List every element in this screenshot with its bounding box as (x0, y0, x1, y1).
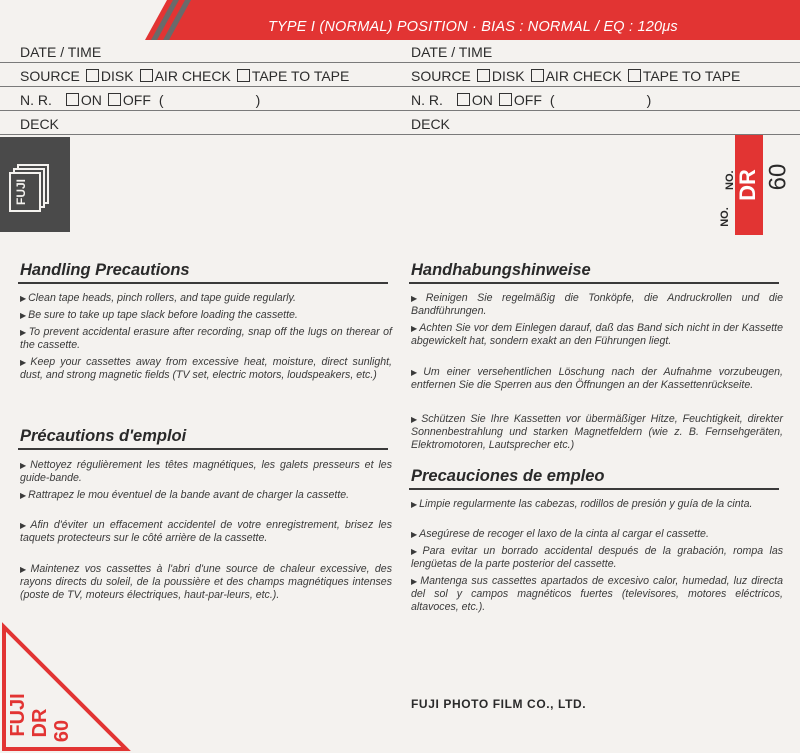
form-line (0, 110, 800, 111)
paren-open: ( (549, 92, 555, 108)
air-check-checkbox[interactable] (531, 69, 544, 82)
nr-on-checkbox[interactable] (66, 93, 79, 106)
list-item: ▶ Schützen Sie Ihre Kassetten vor übermäßiger Hitze, Feuchtigkeit, direkter Sonnenbestrahlung und starken Magnetfeldern (wie z. B. Fernsehgeräten, Elektromotoren, Lautsprecher etc.) (411, 413, 783, 452)
paren-open: ( (158, 92, 164, 108)
nr-label: N. R. (411, 92, 443, 108)
source-label: SOURCE (20, 68, 80, 84)
section-rule (409, 282, 779, 284)
corner-length: 60 (51, 719, 73, 743)
disk-label: DISK (491, 68, 525, 84)
tape-to-tape-label: TAPE TO TAPE (642, 68, 741, 84)
form-line (0, 62, 800, 63)
logo-text: FUJI (14, 178, 28, 206)
nr-on-checkbox[interactable] (457, 93, 470, 106)
paren-close: ) (646, 92, 652, 108)
list-item: ▶ Limpie regularmente las cabezas, rodillos de presión y guía de la cinta. (411, 498, 753, 510)
tag-no-label: NO. (724, 170, 736, 190)
air-check-label: AIR CHECK (154, 68, 231, 84)
corner-triangle-mark (0, 623, 130, 753)
nr-row (20, 92, 260, 108)
tape-to-tape-checkbox[interactable] (237, 69, 250, 82)
form-line (0, 134, 800, 135)
nr-off-checkbox[interactable] (108, 93, 121, 106)
french-title: Précautions d'emploi (20, 427, 187, 445)
tag-model: DR (734, 169, 760, 201)
handling-title: Handling Precautions (20, 261, 190, 279)
nr-label: N. R. (20, 92, 52, 108)
air-check-label: AIR CHECK (545, 68, 622, 84)
list-item: ▶ Para evitar un borrado accidental después de la grabación, rompa las lengüetas de la parte posterior del cassette. (411, 545, 784, 571)
list-item: ▶ To prevent accidental erasure after recording, snap off the lugs on therear of the cassette. (20, 326, 393, 352)
air-check-checkbox[interactable] (140, 69, 153, 82)
paren-close: ) (255, 92, 261, 108)
date-time-label-right: DATE / TIME (411, 44, 493, 60)
nr-on-label: ON (471, 92, 493, 108)
corner-brand: FUJI (7, 693, 29, 737)
form-line (0, 86, 800, 87)
source-row-right (411, 68, 740, 84)
disk-checkbox[interactable] (86, 69, 99, 82)
list-item: ▶ Asegúrese de recoger el laxo de la cinta al cargar el cassette. (411, 528, 709, 540)
list-item: ▶ Clean tape heads, pinch rollers, and tape guide regularly. (20, 292, 296, 304)
deck-label-right: DECK (411, 116, 450, 132)
nr-row-right (411, 92, 651, 108)
spanish-title: Precauciones de empleo (411, 467, 605, 485)
disk-label: DISK (100, 68, 134, 84)
list-item: ▶ Keep your cassettes away from excessive heat, moisture, direct sunlight, dust, and strong magnetic fields (TV set, electric motors, loudspeakers, etc.) (20, 356, 392, 382)
list-item: ▶ Achten Sie vor dem Einlegen darauf, daß das Band sich nicht in der Kassette abgewickelt hat, sondern exakt an den Führungen liegt. (411, 322, 783, 348)
tape-to-tape-label: TAPE TO TAPE (251, 68, 350, 84)
tape-to-tape-checkbox[interactable] (628, 69, 641, 82)
company-name: FUJI PHOTO FILM CO., LTD. (411, 697, 587, 711)
section-rule (18, 448, 388, 450)
nr-off-label: OFF (122, 92, 151, 108)
list-item: ▶ Um einer versehentlichen Löschung nach der Aufnahme vorzubeugen, entfernen Sie die Sperren aus den Öffnungen an der Kassettenrückseite. (411, 366, 784, 392)
list-item: ▶ Mantenga sus cassettes apartados de excesivo calor, humedad, luz directa del sol y campos magnéticos fuertes (televisores, motores eléctricos, altavoces, etc.). (411, 575, 783, 614)
german-title: Handhabungshinweise (411, 261, 591, 279)
tag-length: 60 (764, 163, 792, 191)
section-rule (409, 488, 779, 490)
source-row (20, 68, 349, 84)
deck-label: DECK (20, 116, 59, 132)
list-item: ▶ Rattrapez le mou éventuel de la bande avant de charger la cassette. (20, 489, 350, 501)
banner-text: TYPE I (NORMAL) POSITION · BIAS : NORMAL / EQ : 120μs (268, 19, 678, 35)
nr-off-checkbox[interactable] (499, 93, 512, 106)
nr-on-label: ON (80, 92, 102, 108)
dr60-tag (718, 135, 800, 235)
nr-off-label: OFF (513, 92, 542, 108)
disk-checkbox[interactable] (477, 69, 490, 82)
fuji-logo-icon (0, 137, 70, 232)
list-item: ▶ Reinigen Sie regelmäßig die Tonköpfe, die Andruckrollen und die Bandführungen. (411, 292, 783, 318)
source-label: SOURCE (411, 68, 471, 84)
fuji-logo (0, 137, 70, 232)
section-rule (18, 282, 388, 284)
list-item: ▶ Be sure to take up tape slack before loading the cassette. (20, 309, 298, 321)
list-item: ▶ Maintenez vos cassettes à l'abri d'une source de chaleur excessive, des rayons directs du soleil, de la poussière et des champs magnétiques intenses (poste de TV, moteurs électriques, haut-par-leurs, etc.). (20, 563, 392, 602)
list-item: ▶ Nettoyez régulièrement les têtes magnétiques, les galets presseurs et les guide-bande. (20, 459, 392, 485)
list-item: ▶ Afin d'éviter un effacement accidentel de votre enregistrement, brisez les taquets protecteurs sur le côté arrière de la cassette. (20, 519, 392, 545)
corner-model: DR (29, 708, 51, 738)
tag-no: NO. (718, 207, 731, 227)
date-time-label: DATE / TIME (20, 44, 102, 60)
